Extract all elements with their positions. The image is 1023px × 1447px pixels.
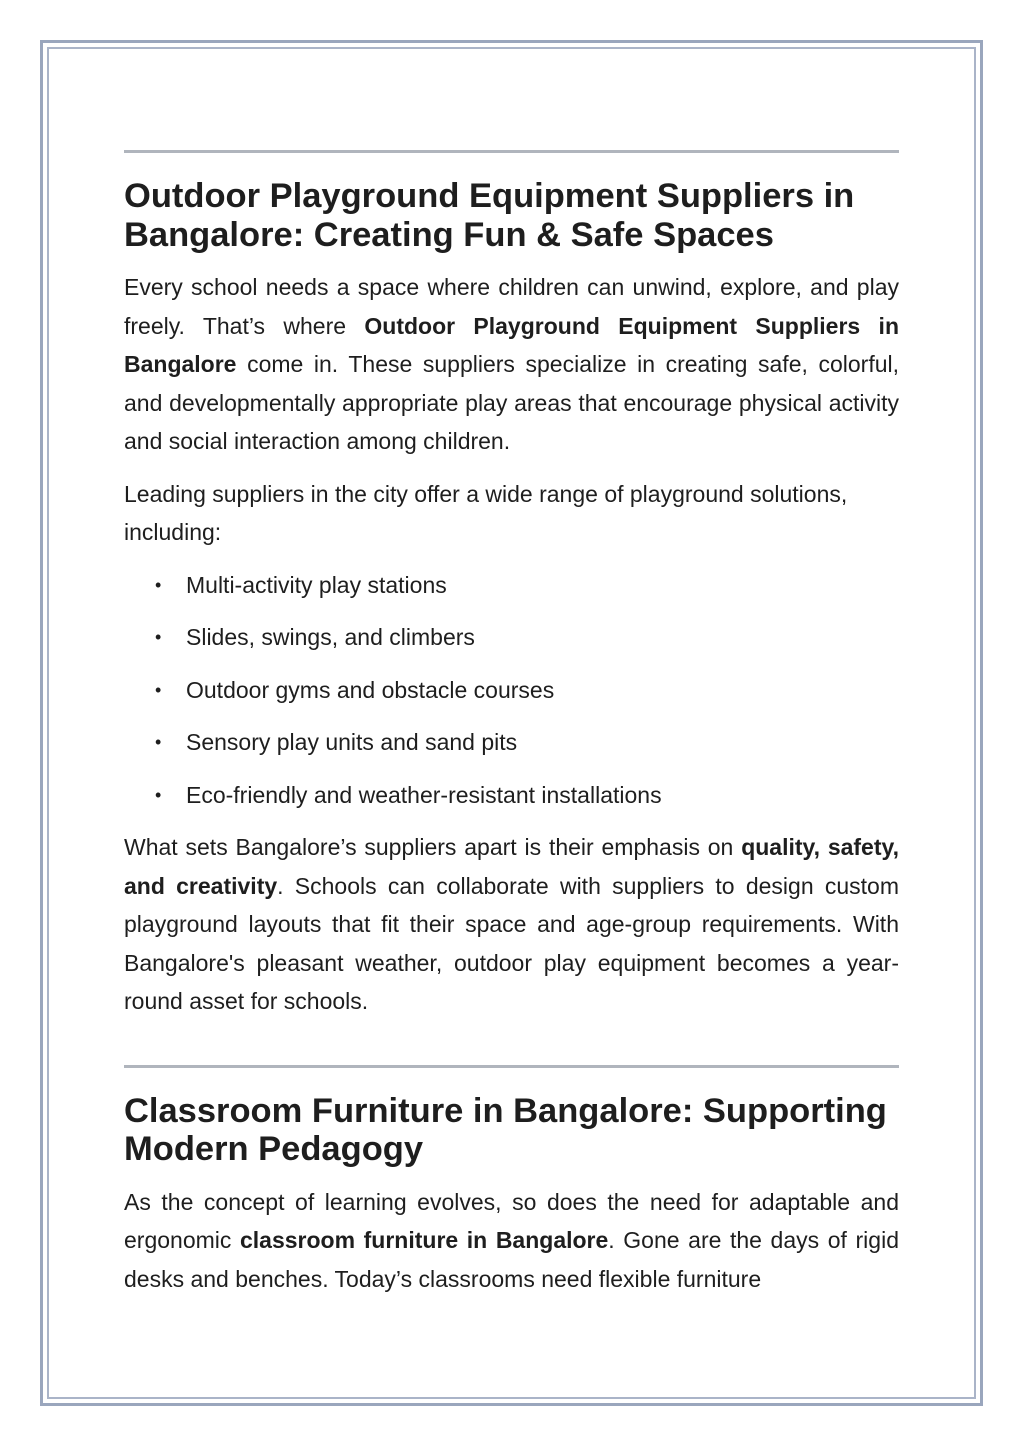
bullet-icon: • xyxy=(155,574,162,595)
bullet-icon: • xyxy=(155,627,162,647)
paragraph-suppliers-apart xyxy=(124,828,899,1021)
bullet-icon: • xyxy=(155,679,162,700)
text-span: come in. These suppliers specialize in creating safe, colorful, and developmentally appropriate play areas that encourage physical activity and social interaction among children. xyxy=(124,351,899,454)
list-item-text: Sensory play units and sand pits xyxy=(186,729,518,755)
paragraph-playground-intro xyxy=(124,268,899,461)
text-span: As the concept of learning evolves, so does the need for adaptable and ergonomic xyxy=(124,1188,899,1253)
section-divider-top xyxy=(124,150,899,153)
paragraph-classroom-intro xyxy=(124,1183,899,1299)
list-item xyxy=(124,566,899,605)
section-heading-classroom: Classroom Furniture in Bangalore: Supporting Modern Pedagogy xyxy=(124,1091,887,1168)
list-item-text: Multi-activity play stations xyxy=(186,571,447,598)
list-item xyxy=(124,618,899,657)
list-item-text: Eco-friendly and weather-resistant installations xyxy=(186,781,662,808)
paragraph-suppliers-offer: Leading suppliers in the city offer a wide range of playground solutions, including: xyxy=(124,480,848,545)
bold-text-span: classroom furniture in Bangalore xyxy=(239,1227,609,1253)
list-item xyxy=(124,776,899,815)
bold-text-span: quality, safety, and creativity xyxy=(124,834,899,899)
text-span: . Schools can collaborate with suppliers to design custom playground layouts that fit their space and age-group requirements. With Bangalore's pleasant weather, outdoor play equipment becomes a year-round asset for schools. xyxy=(124,872,899,1014)
list-item xyxy=(124,671,899,710)
bold-text-span: Outdoor Playground Equipment Suppliers in Bangalore xyxy=(124,312,899,377)
section-heading-playground: Outdoor Playground Equipment Suppliers in Bangalore: Creating Fun & Safe Spaces xyxy=(124,177,855,254)
section-divider xyxy=(124,1065,899,1068)
bullet-icon: • xyxy=(155,732,162,752)
text-span: Every school needs a space where children can unwind, explore, and play freely. That’s where xyxy=(124,274,899,339)
text-span: . Gone are the days of rigid desks and benches. Today’s classrooms need flexible furniture xyxy=(124,1227,899,1292)
text-span: What sets Bangalore’s suppliers apart is their emphasis on xyxy=(124,834,742,860)
bullet-icon: • xyxy=(155,784,162,805)
bullet-list xyxy=(124,566,899,815)
list-item-text: Slides, swings, and climbers xyxy=(186,624,475,650)
document-body xyxy=(124,150,899,1298)
list-item xyxy=(124,723,899,762)
list-item-text: Outdoor gyms and obstacle courses xyxy=(186,676,555,703)
